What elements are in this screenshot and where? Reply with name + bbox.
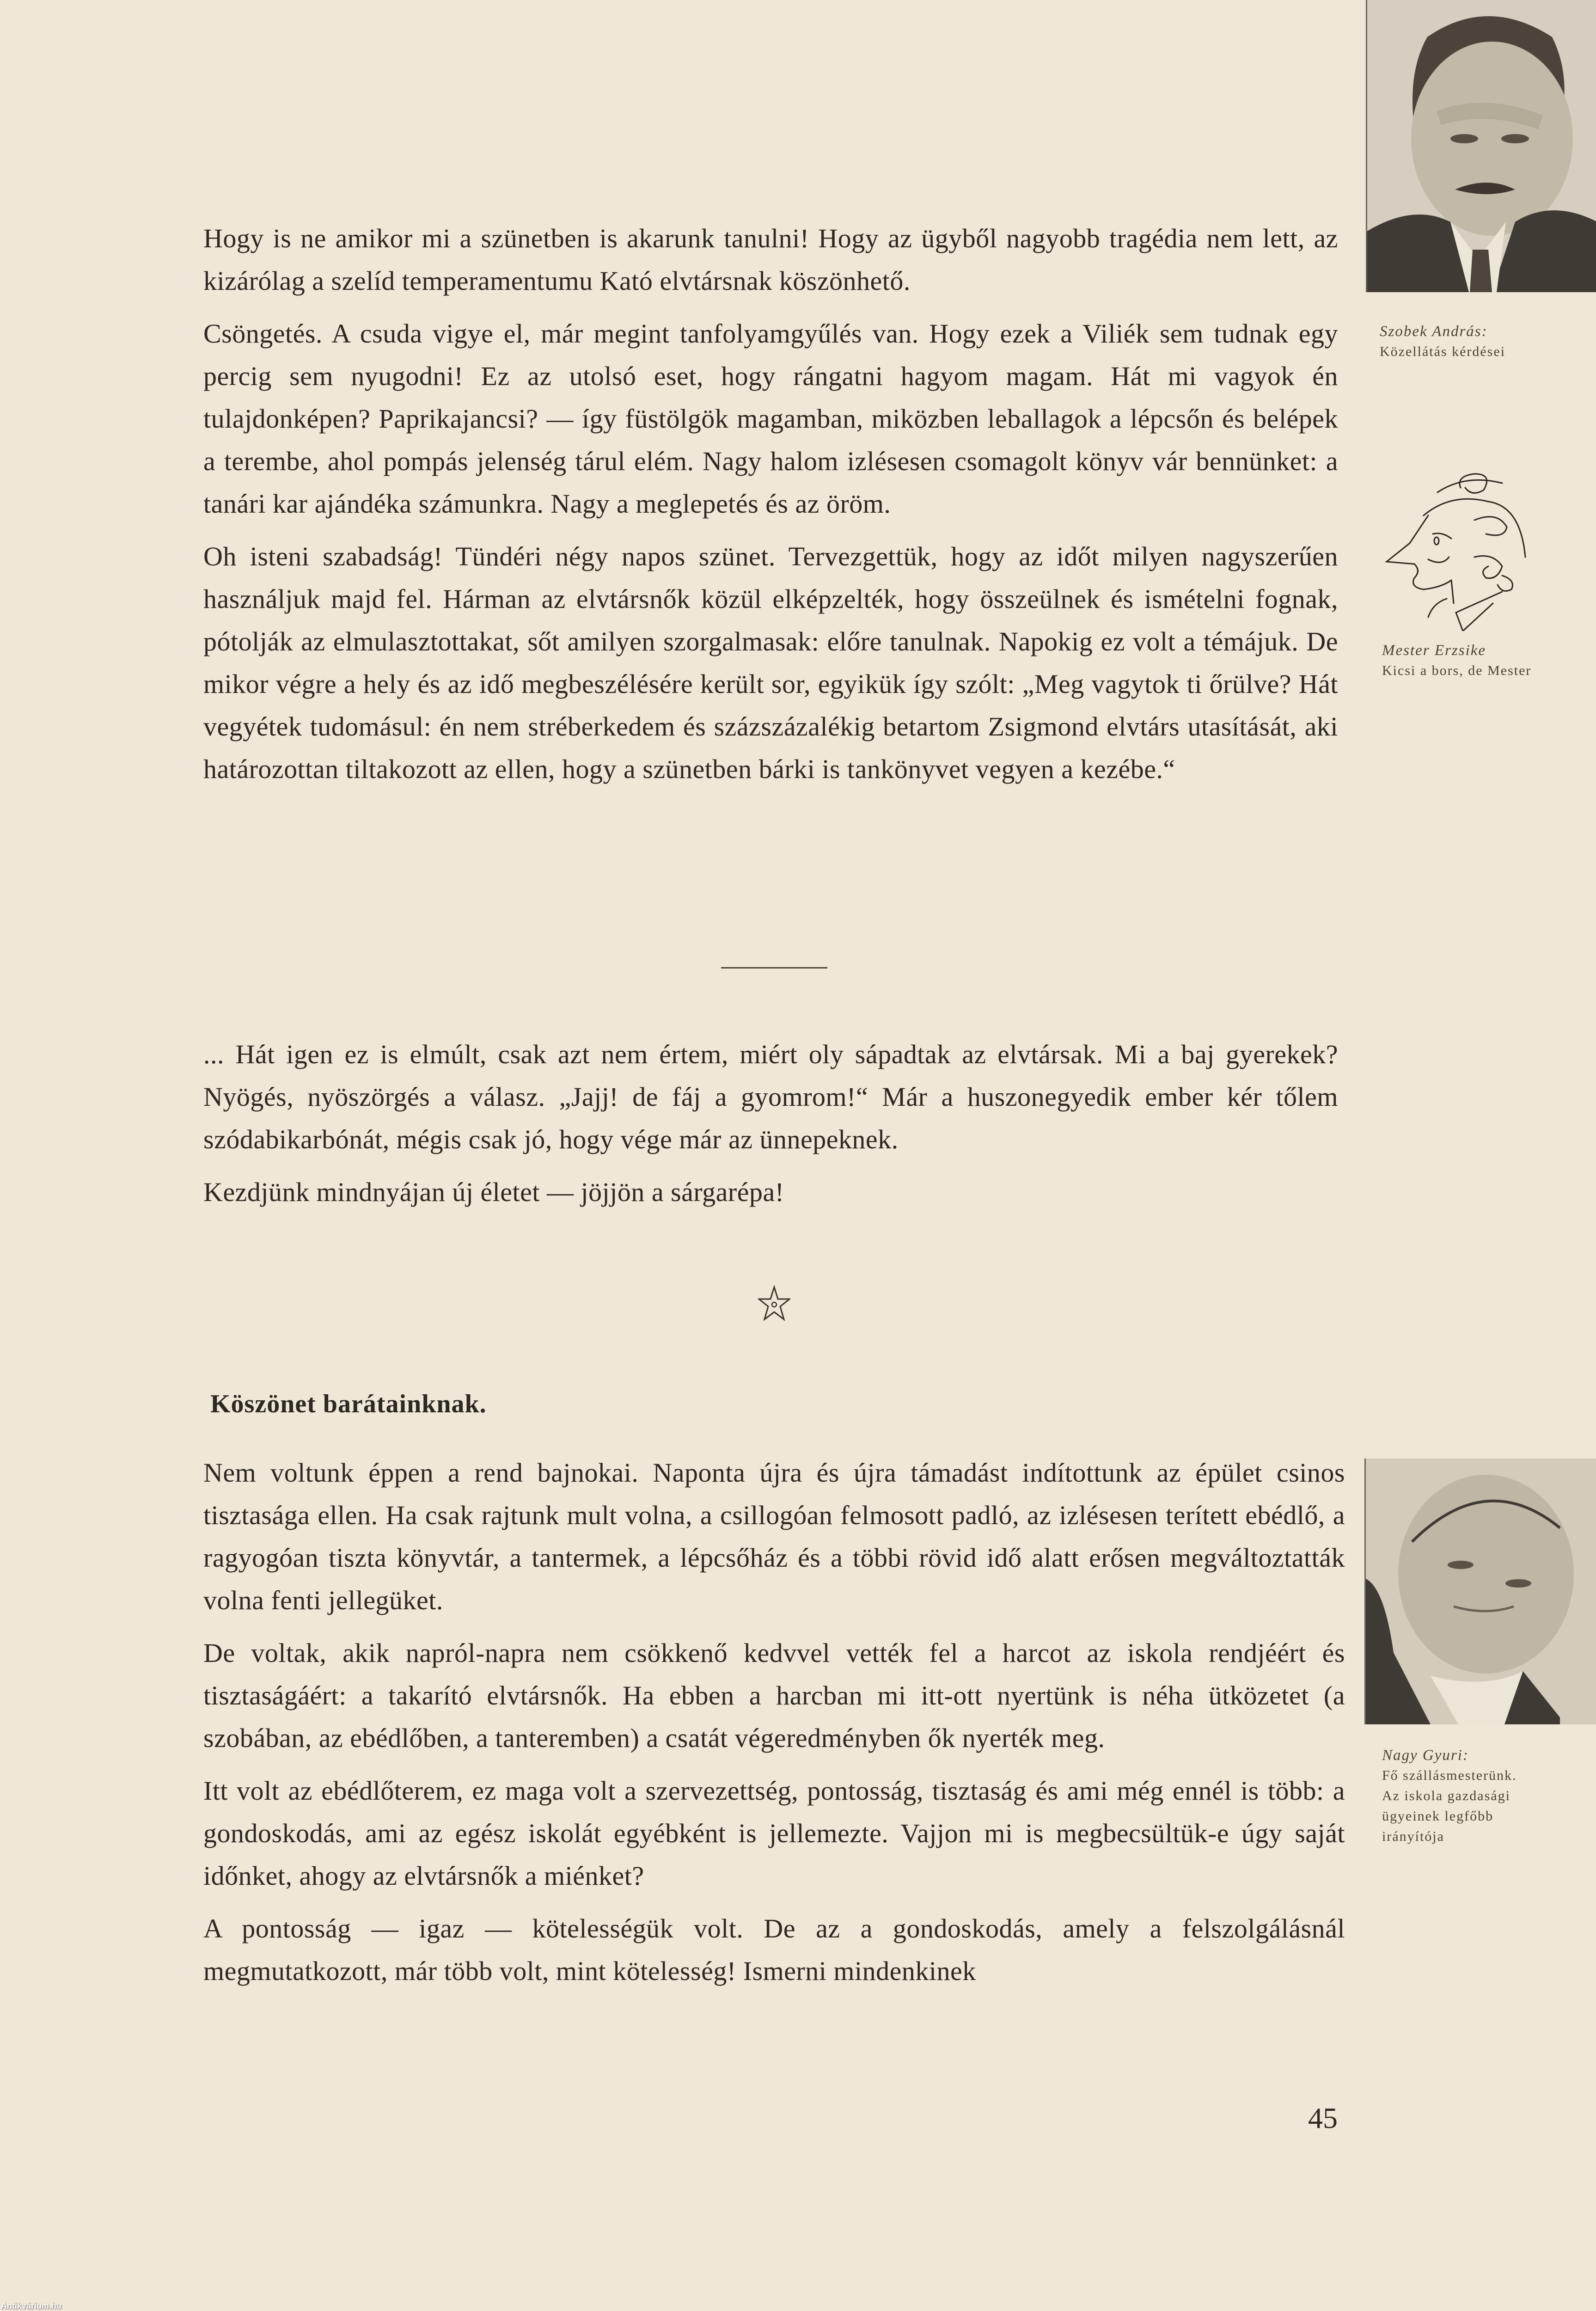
- lower-text-block: [203, 1452, 1345, 2003]
- caption-line: Közellátás kérdései: [1380, 344, 1506, 359]
- section-divider: [721, 967, 827, 969]
- caption-line: Az iskola gazdasági: [1382, 1788, 1510, 1803]
- caption-szobek: [1380, 321, 1505, 362]
- middle-text-block: [203, 1033, 1338, 1224]
- portrait-photo-szobek: [1366, 0, 1596, 292]
- caption-name: Szobek András:: [1380, 323, 1488, 340]
- paragraph: De voltak, akik napról-napra nem csökkenő kedvvel vették fel a harcot az iskola rendjéért és tisztaságáért: a takarító elvtársnők. Ha ebben a harcban mi itt-ott nyertünk is néha ütközetet (a szobában, az ebédlőben, a tanteremben) a csatát végeredményben ők nyerték meg.: [203, 1638, 1345, 1753]
- paragraph: Itt volt az ebédlőterem, ez maga volt a szervezettség, pontosság, tisztaság és ami még ennél is több: a gondoskodás, ami az egész iskolát egyébként is jellemezte. Vajjon mi is megbecsültük-e úgy saját időnket, ahogy az elvtársnők a miénket?: [203, 1776, 1345, 1891]
- caption-name: Mester Erzsike: [1382, 642, 1486, 659]
- paragraph: ... Hát igen ez is elmúlt, csak azt nem értem, miért oly sápadtak az elvtársak. Mi a baj gyerekek? Nyögés, nyöszörgés a válasz. „Jajj! de fáj a gyomrom!“ Már a huszonegyedik ember kér tőlem szódabikarbónát, mégis csak jó, hogy vége már az ünnepeknek.: [203, 1039, 1338, 1154]
- caption-line: irányítója: [1382, 1829, 1444, 1844]
- caption-line: Fő szállásmesterünk.: [1382, 1768, 1517, 1783]
- portrait-photo-nagy: [1364, 1459, 1596, 1724]
- section-heading: Köszönet barátainknak.: [210, 1390, 487, 1418]
- watermark: Antikvárium.hu: [1, 2301, 62, 2311]
- paragraph: Nem voltunk éppen a rend bajnokai. Naponta újra és újra támadást indítottunk az épület csinos tisztasága ellen. Ha csak rajtunk mult volna, a csillogóan felmosott padló, az izlésesen terített ebédlő, a ragyogóan tiszta könyvtár, a tantermek, a lépcsőház és a többi rövid idő alatt erősen megváltoztatták volna fenti jellegüket.: [203, 1458, 1345, 1615]
- caption-mester: [1382, 640, 1531, 681]
- paragraph: Csöngetés. A csuda vigye el, már megint tanfolyamgyűlés van. Hogy ezek a Viliék sem tudnak egy percig sem nyugodni! Ez az utolsó eset, hogy rángatni hagyom magam. Hát mi vagyok én tulajdonképen? Paprikajancsi? — így füstölgök magamban, miközben leballagok a lépcsőn és belépek a terembe, ahol pompás jelenség tárul elém. Nagy halom izlésesen csomagolt könyv vár bennünket: a tanári kar ajándéka számunkra. Nagy a meglepetés és az öröm.: [203, 319, 1338, 519]
- paragraph: Kezdjünk mindnyájan új életet — jöjjön a sárgarépa!: [203, 1177, 784, 1207]
- paragraph: Hogy is ne amikor mi a szünetben is akarunk tanulni! Hogy az ügyből nagyobb tragédia nem lett, az kizárólag a szelíd temperamentumu Kató elvtársnak köszönhető.: [203, 223, 1338, 296]
- page-number: 45: [1308, 2102, 1338, 2134]
- caricature-drawing-mester: [1382, 465, 1535, 631]
- caption-line: Kicsi a bors, de Mester: [1382, 663, 1532, 678]
- caption-name: Nagy Gyuri:: [1382, 1747, 1469, 1764]
- paragraph: A pontosság — igaz — kötelességük volt. De az a gondoskodás, amely a felszolgálásnál megmutatkozott, már több volt, mint kötelesség! Ismerni mindenkinek: [203, 1913, 1345, 1986]
- paragraph: Oh isteni szabadság! Tündéri négy napos szünet. Tervezgettük, hogy az időt milyen nagyszerűen használjuk majd fel. Hárman az elvtársnők közül elképzelték, hogy összeülnek és ismételni fognak, pótolják az elmulasztottakat, sőt amilyen szorgalmasak: előre tanulnak. Napokig ez volt a témájuk. De mikor végre a hely és az idő megbeszélésére került sor, egyikük így szólt: „Meg vagytok ti őrülve? Hát vegyétek tudomásul: én nem stréberkedem és százszázalékig betartom Zsigmond elvtárs utasítását, aki határozottan tiltakozott az ellen, hogy a szünetben bárki is tankönyvet vegyen a kezébe.“: [203, 541, 1338, 784]
- upper-text-block: [203, 217, 1338, 801]
- caption-line: ügyeinek legfőbb: [1382, 1808, 1494, 1824]
- star-icon: [758, 1285, 790, 1322]
- caption-nagy: [1382, 1745, 1517, 1847]
